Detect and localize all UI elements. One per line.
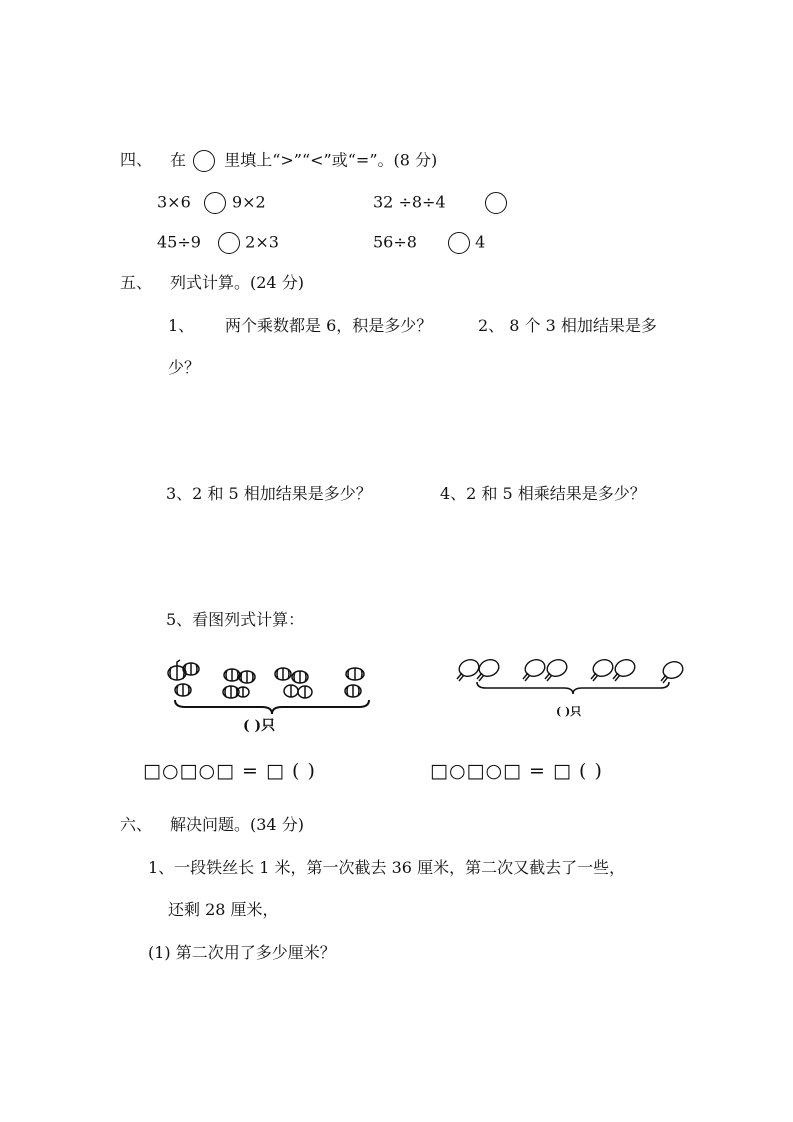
section4-title-post: 里填上“>”“<”或“=”。(8 分) xyxy=(224,150,438,170)
section4-number: 四、 xyxy=(120,150,153,169)
compare-item-1: 3×6 9×2 xyxy=(157,192,266,214)
ping-pong-paddle-icon xyxy=(591,657,615,681)
section4-title xyxy=(170,150,437,172)
answer-circle-3[interactable] xyxy=(218,232,240,254)
question-3: 3、2 和 5 相加结果是多少？ xyxy=(166,484,372,503)
compare-item-3: 45÷9 2×3 xyxy=(157,232,279,254)
compare-item-4: 56÷8 4 xyxy=(373,232,485,254)
pumpkin-icon xyxy=(239,671,255,683)
section4-title-pre: 在 xyxy=(170,150,187,170)
ping-pong-paddle-icon xyxy=(613,657,637,681)
ping-pong-paddle-icon xyxy=(477,657,501,681)
problem-1-sub1: (1) 第二次用了多少厘米？ xyxy=(148,943,336,962)
pumpkin-icon xyxy=(292,671,308,683)
pumpkin-icon xyxy=(345,685,361,697)
problem-1-line1: 1、一段铁丝长 1 米，第一次截去 36 厘米，第二次又截去了一些， xyxy=(148,858,626,877)
section5-title: 列式计算。(24 分) xyxy=(170,273,304,292)
pumpkin-icon xyxy=(275,668,291,680)
section5-number: 五、 xyxy=(120,273,153,292)
question-1-number: 1、 xyxy=(168,316,195,335)
question-2-line2: 少？ xyxy=(168,358,201,377)
section6-number: 六、 xyxy=(120,815,153,834)
answer-circle-icon xyxy=(193,150,215,172)
ping-pong-paddle-icon xyxy=(523,657,547,681)
pumpkin-icon xyxy=(346,668,364,680)
paddle-count-label: ( )只 xyxy=(556,705,582,718)
pumpkin-icon xyxy=(224,669,240,681)
ping-pong-paddle-icon xyxy=(545,657,569,681)
pumpkin-icon xyxy=(284,685,298,697)
question-4: 4、2 和 5 相乘结果是多少？ xyxy=(440,484,646,503)
equation-template-2[interactable]: □○□○□ = □ ( ) xyxy=(430,760,603,782)
compare-item-2: 32 ÷8÷4 xyxy=(373,192,507,214)
equation-template-1[interactable]: □○□○□ = □ ( ) xyxy=(143,760,316,782)
section6-title: 解决问题。(34 分) xyxy=(170,815,304,834)
ping-pong-paddle-icon xyxy=(661,659,685,683)
question-2-line1: 2、 8 个 3 相加结果是多 xyxy=(478,316,657,335)
pumpkin-icon xyxy=(175,684,191,696)
pumpkin-count-label: ( )只 xyxy=(243,718,276,734)
answer-circle-4[interactable] xyxy=(448,232,470,254)
question-5: 5、看图列式计算： xyxy=(166,610,305,629)
pumpkin-icon xyxy=(183,663,199,675)
answer-circle-2[interactable] xyxy=(485,192,507,214)
pumpkin-icon xyxy=(298,686,312,698)
question-1: 两个乘数都是 6，积是多少？ xyxy=(225,316,433,335)
problem-1-line2: 还剩 28 厘米， xyxy=(168,900,279,919)
answer-circle-1[interactable] xyxy=(204,192,226,214)
